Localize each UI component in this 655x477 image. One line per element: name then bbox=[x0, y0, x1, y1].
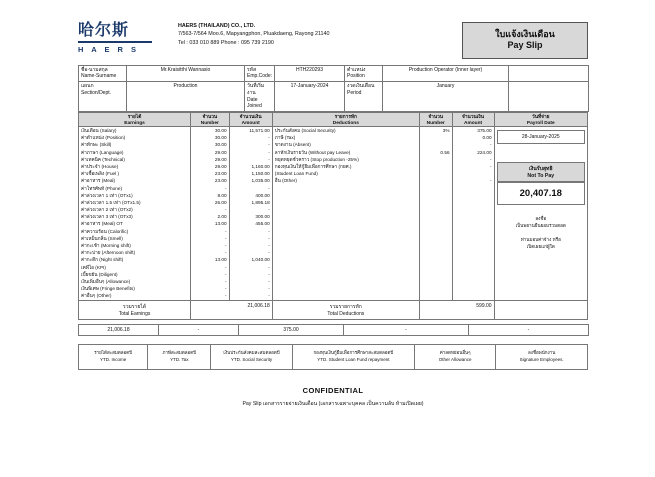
value: - bbox=[268, 207, 270, 213]
list-item: ค่าเหม็นกลิ่น (Smell) bbox=[81, 235, 123, 241]
company-info bbox=[164, 22, 462, 47]
employee-section-value: Production bbox=[127, 82, 245, 112]
employee-section-label: แผนก Section/Dept. bbox=[79, 82, 127, 112]
list-item: ลาหักเงินรายวัน (Without pay Leave) bbox=[274, 149, 351, 155]
value bbox=[422, 134, 450, 141]
value: 1,150.00 bbox=[251, 171, 270, 177]
list-item: ค่าอื่นๆ (Other) bbox=[81, 293, 112, 299]
value: 13.00 bbox=[214, 257, 227, 263]
info-spacer-cell bbox=[509, 65, 589, 82]
list-item: ค่ากะดึก (Night shift) bbox=[81, 257, 124, 263]
table-row bbox=[79, 324, 589, 335]
list-item: ขาดงาน (Absent) bbox=[274, 142, 311, 148]
list-item: ค่ากะบ่าย (Afternoon shift) bbox=[81, 250, 136, 256]
list-item: เงินเดือน (Salary) bbox=[81, 128, 117, 133]
value: - bbox=[225, 293, 227, 299]
list-item: หยุดหยุดชั่วคราว (Stop production -25%) bbox=[274, 156, 359, 162]
list-item: ค่ากะเช้า (Morning shift) bbox=[81, 243, 131, 248]
list-item: ค่าล่วงเวลา 1.5 เท่า (OTx1.5) bbox=[81, 199, 141, 205]
company-address-line1: 7/563-7/564 Moo.6, Mapyangphon, Pluakdaeng, Rayong 21140 bbox=[178, 31, 330, 38]
value: 30.00 bbox=[214, 135, 227, 141]
employee-info-table bbox=[78, 65, 589, 113]
list-item: ประกันสังคม (Social Security) bbox=[274, 128, 336, 133]
summary-ytd-social: 375.00 bbox=[239, 324, 344, 335]
logo-chinese-text: 哈尔斯 bbox=[78, 20, 130, 39]
deductions-numbers-cell bbox=[419, 127, 452, 301]
value: - bbox=[225, 243, 227, 248]
value bbox=[422, 156, 450, 163]
value: - bbox=[225, 271, 227, 277]
value: 8.00 bbox=[217, 192, 227, 198]
ytd-income-label: รายได้สะสมตลอดปี YTD. Income bbox=[79, 344, 148, 369]
value: - bbox=[225, 250, 227, 256]
value: - bbox=[268, 271, 270, 277]
earnings-numbers-cell bbox=[191, 127, 230, 301]
value: 300.00 bbox=[255, 214, 270, 220]
value: 23.00 bbox=[214, 171, 227, 177]
list-item: เงินเพิ่มอื่นๆ (Allowance) bbox=[81, 278, 131, 284]
total-earnings-label: รวมรายได้ Total Earnings bbox=[79, 300, 191, 319]
earnings-labels-cell bbox=[79, 127, 191, 301]
list-item: เงินพิเศษ (Fringe Benefits) bbox=[81, 286, 135, 292]
list-item: กองทุนเงินให้กู้ยืมเพื่อการศึกษา (กยศ.) bbox=[274, 163, 352, 169]
logo-latin-text: H A E R S bbox=[78, 45, 140, 54]
table-row bbox=[79, 344, 588, 369]
list-item: ค่าล่วงเวลา 2 เท่า (OTx2) bbox=[81, 207, 133, 213]
employee-code-label: รหัส Emp.Code: bbox=[245, 65, 275, 82]
value: 1,040.00 bbox=[251, 257, 270, 263]
summary-other-allowance: - bbox=[469, 324, 589, 335]
ytd-tax-label: ภาษีสะสมตลอดปี YTD. Tax bbox=[148, 344, 211, 369]
value: - bbox=[225, 228, 227, 234]
value: - bbox=[268, 135, 270, 141]
net-pay-label: เงินรับสุทธิ Not To Pay bbox=[497, 162, 585, 182]
footer-note: Pay Slip เอกสารรายจ่ายเงินเดือน (เอกสารเฉพาะบุคคล เป็นความลับ ห้ามเปิดเผย) bbox=[242, 400, 424, 407]
summary-ytd-income: 21,006.18 bbox=[79, 324, 159, 335]
document-footer bbox=[78, 386, 588, 408]
employee-code-value: HTH220293 bbox=[275, 65, 345, 82]
value: - bbox=[268, 149, 270, 155]
total-deductions-label: รวมรายการหัก Total Deductions bbox=[272, 300, 419, 319]
employee-signature-label: ลงชื่อพนักงาน Signature Employees. bbox=[496, 344, 588, 369]
list-item: ค่าล่วงเวลา 1 เท่า (OTx1) bbox=[81, 192, 133, 198]
company-logo bbox=[78, 22, 164, 54]
list-item: อื่น (Other) bbox=[274, 178, 297, 184]
value bbox=[422, 170, 450, 177]
value: 23.00 bbox=[214, 178, 227, 184]
document-header bbox=[78, 22, 588, 59]
value: 400.00 bbox=[255, 192, 270, 198]
value: - bbox=[225, 185, 227, 191]
value: - bbox=[268, 156, 270, 162]
value: 26.00 bbox=[214, 199, 227, 205]
payroll-date-value: 28-January-2025 bbox=[497, 130, 585, 144]
value: 29.00 bbox=[214, 149, 227, 155]
col-ded-number-header: จำนวน Number bbox=[419, 113, 452, 127]
value: - bbox=[490, 156, 492, 162]
list-item: ค่าเชื้อเพลิง (Fuel ) bbox=[81, 171, 120, 177]
deductions-labels-cell bbox=[272, 127, 419, 301]
value: 30.00 bbox=[214, 128, 227, 133]
value: - bbox=[268, 228, 270, 234]
value: - bbox=[225, 264, 227, 270]
value: 29.00 bbox=[214, 156, 227, 162]
ytd-other-label: ค่าลดหย่อนอื่นๆ Other Allowance bbox=[414, 344, 495, 369]
list-item: ค่าทักษะ (Skill) bbox=[81, 142, 112, 148]
employee-name-label: ชื่อ-นามสกุล Name-Surname bbox=[79, 65, 127, 82]
col-deductions-header: รายการหัก Deductions bbox=[272, 113, 419, 127]
signature-note: ลงชื่อ เป็นพยานยืนยอมรวมตอด ท่านมอบค่าจ้าง หรือ เปิดเผยแก่ผู้ใด bbox=[515, 216, 566, 250]
summary-ytd-loan: - bbox=[344, 324, 469, 335]
value: - bbox=[268, 185, 270, 191]
value: - bbox=[268, 142, 270, 148]
value: - bbox=[268, 278, 270, 284]
employee-joined-label: วันที่เริ่มงาน Date Joined bbox=[245, 82, 275, 112]
value bbox=[422, 141, 450, 148]
value: - bbox=[268, 243, 270, 248]
logo-divider bbox=[78, 41, 152, 43]
value: - bbox=[225, 286, 227, 292]
total-deductions-value: 599.00 bbox=[419, 300, 494, 319]
list-item: ค่าตำแหน่ง (Position) bbox=[81, 135, 126, 141]
ytd-loan-label: กองทุนเงินกู้ยืมเพื่อการศึกษาสะสมตลอดปี YTD. Student Loan Fund repayment bbox=[292, 344, 414, 369]
deductions-amounts-cell bbox=[452, 127, 494, 301]
main-body-row bbox=[79, 127, 588, 301]
value: 1,035.00 bbox=[251, 178, 270, 184]
summary-values-table bbox=[78, 324, 589, 336]
value: 30.00 bbox=[214, 142, 227, 148]
list-item: เบี้ยขยัน (Diligent) bbox=[81, 271, 118, 277]
list-item: ค่าเทคนิค (Technical) bbox=[81, 156, 125, 162]
value: 3% bbox=[442, 128, 450, 133]
earnings-amounts-cell bbox=[229, 127, 272, 301]
col-ded-amount-header: จำนวนเงิน Amount bbox=[452, 113, 494, 127]
value: - bbox=[490, 142, 492, 148]
value: 11,571.00 bbox=[249, 128, 270, 133]
value bbox=[422, 177, 450, 184]
value: 375.00 bbox=[477, 128, 492, 133]
value: 13.00 bbox=[214, 221, 227, 227]
employee-period-value: January bbox=[383, 82, 509, 112]
value bbox=[455, 170, 492, 177]
list-item: ค่าความร้อน (Calorific) bbox=[81, 228, 129, 234]
list-item: ภาษี (Tax) bbox=[274, 135, 296, 141]
total-earnings-value: 21,006.18 bbox=[191, 300, 273, 319]
net-pay-value: 20,407.18 bbox=[497, 182, 585, 205]
value: - bbox=[268, 293, 270, 299]
list-item: ค่าล่วงเวลา 3 เท่า (OTx3) bbox=[81, 214, 133, 220]
value: - bbox=[490, 163, 492, 169]
ytd-labels-table bbox=[78, 344, 588, 370]
employee-position-label: ตำแหน่ง Position bbox=[345, 65, 383, 82]
value bbox=[422, 163, 450, 170]
col-earnings-header: รายได้ Earnings bbox=[79, 113, 191, 127]
list-item: ค่าประจำ (House) bbox=[81, 163, 119, 169]
document-title-thai: ใบแจ้งเงินเดือน bbox=[495, 29, 555, 39]
value: 224.00 bbox=[477, 149, 492, 155]
company-name: HAERS (THAILAND) CO., LTD. bbox=[178, 23, 256, 29]
list-item: ค่าอาหาร (Meal) OT bbox=[81, 221, 123, 227]
info-spacer-cell-2 bbox=[509, 82, 589, 112]
payroll-date-header: วันที่จ่าย Payroll Date bbox=[494, 113, 587, 127]
employee-period-label: งวดเงินเดือน Period bbox=[345, 82, 383, 112]
value: - bbox=[268, 264, 270, 270]
list-item: ค่าอาหาร (Meal) bbox=[81, 178, 116, 184]
totals-row bbox=[79, 300, 588, 319]
value: 0.00 bbox=[482, 135, 492, 141]
employee-position-value: Production Operator (Inner layer) bbox=[383, 65, 509, 82]
employee-joined-value: 17-January-2024 bbox=[275, 82, 345, 112]
value: - bbox=[225, 278, 227, 284]
value: - bbox=[225, 235, 227, 241]
right-panel-cell bbox=[494, 127, 587, 301]
document-title-english: Pay Slip bbox=[507, 40, 543, 51]
employee-name-value: Mr.Kraisitthi Wannasio bbox=[127, 65, 245, 82]
totals-right-blank bbox=[494, 300, 587, 319]
confidential-notice: CONFIDENTIAL bbox=[302, 385, 364, 395]
col-earn-number-header: จำนวน Number bbox=[191, 113, 230, 127]
value: 29.00 bbox=[214, 163, 227, 169]
main-header-row bbox=[79, 113, 588, 127]
payslip-sheet bbox=[78, 22, 588, 408]
list-item: (Student Loan Fund) bbox=[274, 171, 318, 177]
value: 2.00 bbox=[217, 214, 227, 220]
payslip-main-table bbox=[78, 112, 588, 320]
list-item: ค่าโทรศัพท์ (Phone) bbox=[81, 185, 123, 191]
value: - bbox=[225, 207, 227, 213]
value: 0.56 bbox=[440, 149, 450, 155]
value: - bbox=[490, 178, 492, 184]
document-title-box bbox=[462, 22, 588, 59]
value: 1,895.18 bbox=[251, 199, 270, 205]
col-earn-amount-header: จำนวนเงิน Amount bbox=[229, 113, 272, 127]
value: - bbox=[268, 250, 270, 256]
value: 1,160.00 bbox=[251, 163, 270, 169]
company-address-line2: Tel : 033 010 889 Phone : 095 739 2190 bbox=[178, 39, 274, 46]
value: - bbox=[268, 286, 270, 292]
list-item: เคพีไอ (KPI) bbox=[81, 264, 106, 270]
list-item: ค่าภาษา (Language) bbox=[81, 149, 124, 155]
value: 455.00 bbox=[255, 221, 270, 227]
value: - bbox=[268, 235, 270, 241]
ytd-social-label: เงินประกันสังคมสะสมตลอดปี YTD. Social Security bbox=[211, 344, 292, 369]
summary-ytd-tax: - bbox=[159, 324, 239, 335]
